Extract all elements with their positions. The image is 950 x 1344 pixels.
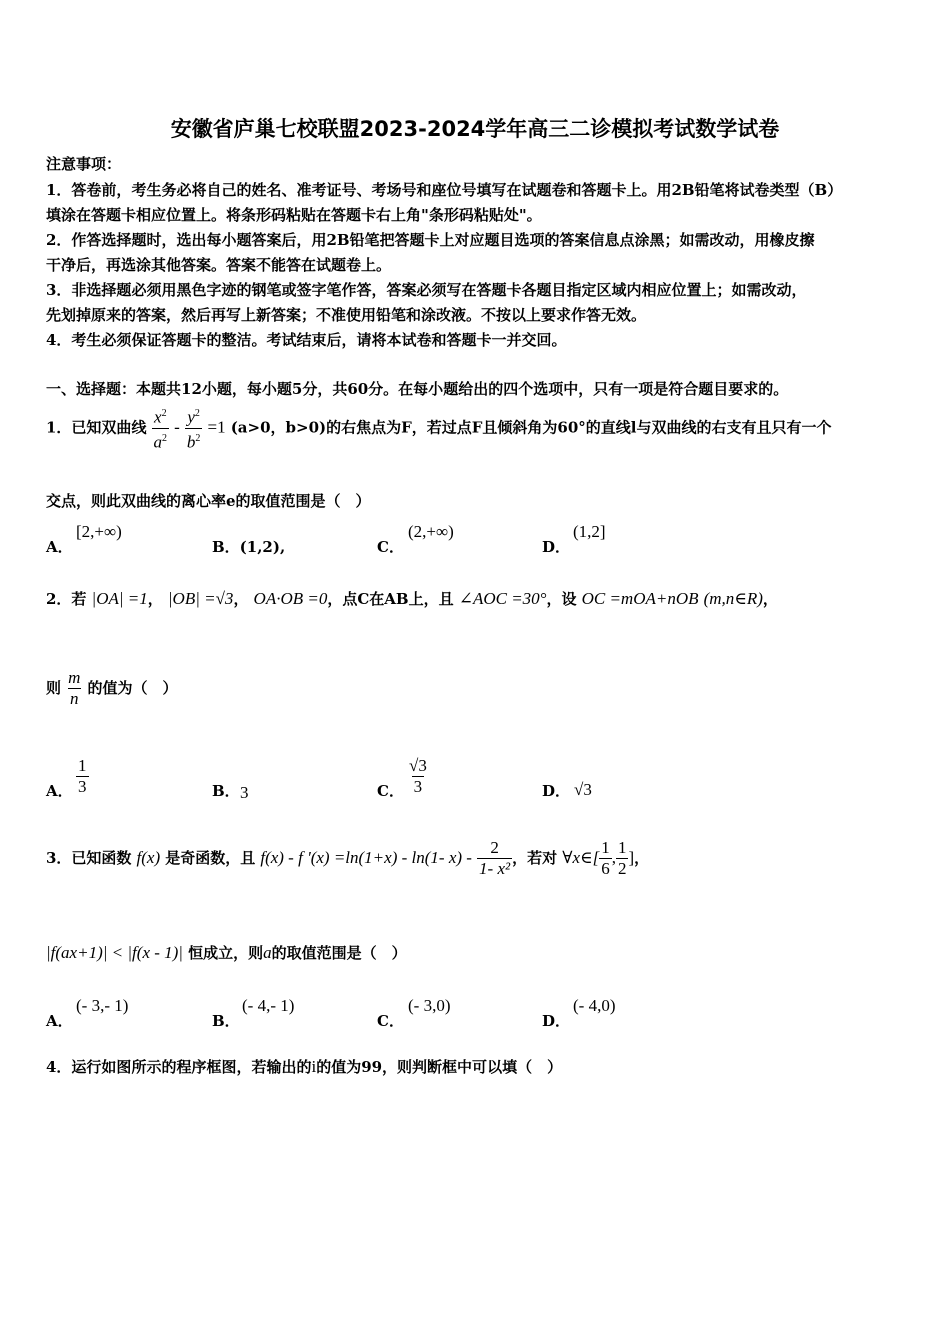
q4-text: 4．运行如图所示的程序框图，若输出的 (46, 1058, 312, 1076)
q1-option-d-label: D． (542, 538, 571, 556)
q1-condition: (a>0，b>0)的右焦点为F，若过点F且倾斜角为60°的直线l与双曲线的右支有且只有一个 (230, 418, 832, 437)
q4-rest: 的值为99，则判断框中可以填（ ） (316, 1058, 563, 1076)
q2-option-b: 3 (240, 783, 249, 802)
q2-then: 则 (46, 679, 62, 697)
q2-option-d-label: D． (542, 782, 571, 800)
q3-option-d-label: D． (542, 1012, 571, 1030)
page-title: 安徽省庐巢七校联盟2023-2024学年高三二诊模拟考试数学试卷 (170, 117, 780, 141)
q2-oa: |OA| =1 (91, 589, 148, 608)
q1-line2: 交点，则此双曲线的离心率e的取值范围是（ ） (46, 492, 371, 510)
q2-line2 (46, 668, 178, 709)
q1-fraction-x: $\frac{x^2}{a^2}$ (153, 407, 168, 452)
notice-line: 3．非选择题必须用黑色字迹的钢笔或签字笔作答，答案必须写在答题卡各题目指定区域内相应位置上；如需改动， (46, 281, 807, 299)
q2-dot-product: OA·OB =0 (253, 589, 328, 608)
q1-option-a-label: A． (46, 538, 73, 556)
q1-option-b: B．(1,2), (212, 538, 286, 556)
q2-option-b-label: B． (212, 782, 240, 800)
q3-fraction: $\frac{2}{\text{1- x²}}$ (479, 838, 511, 878)
q3-range-close: ] (628, 848, 635, 867)
q2-option-c: $\frac{√3}{3}$ (409, 756, 427, 796)
q1-fraction-y: $\frac{y^2}{b^2}$ (186, 407, 201, 452)
q2-fraction-mn: $\frac{m}{n}$ (68, 668, 81, 708)
q3-odd: 是奇函数，且 (165, 849, 256, 867)
notice-line: 先划掉原来的答案，然后再写上新答案；不准使用铅笔和涂改液。不按以上要求作答无效。 (46, 306, 647, 324)
q3-ask: 的取值范围是（ ） (271, 944, 407, 962)
q2-mn: (m,n∈R) (703, 589, 763, 608)
q2-oc: OC =mOA+nOB (581, 589, 699, 608)
q3-range-upper: $\frac{1}{2}$ (617, 838, 627, 878)
section-heading: 一、选择题：本题共12小题，每小题5分，共60分。在每小题给出的四个选项中，只有一项是符合题目要求的。 (46, 380, 789, 398)
q1-prefix: 1．已知双曲线 (46, 418, 147, 437)
question-1: 1．已知双曲线 $\frac{x^2}{a^2}$ - $\frac{y^2}{b^2}$ =1 (a>0，b>0)的右焦点为F，若过点F且倾斜角为60°的直线l与双曲线的右支有且只有一个 (46, 404, 831, 452)
q2-ob: |OB| =√3 (167, 589, 234, 608)
q3-comma: ， (634, 849, 650, 867)
q3-equation: f(x) - f '(x) =ln(1+x) - ln(1- x) - (260, 848, 472, 867)
q3-prefix: 3．已知函数 (46, 849, 132, 867)
q1-option-c: (2,+∞) (408, 522, 454, 541)
q2-ask: 的值为（ ） (87, 679, 178, 697)
q3-option-a-label: A． (46, 1012, 73, 1030)
q1-option-c-label: C． (377, 538, 404, 556)
q3-forall-text: ，若对 (512, 849, 558, 867)
question-3: 3．已知函数 f(x) 是奇函数，且 f(x) - f '(x) =ln(1+x) - ln(1- x) - $\frac{2}{\text{1- x²}}$ ，若对 ∀x∈[ $\frac{1}{6}$ , $\frac{1}{2}$ ]， (46, 838, 650, 878)
q1-eq: =1 (207, 417, 226, 437)
q1-option-d: (1,2] (573, 522, 606, 541)
q2-option-c-label: C． (377, 782, 404, 800)
question-2: 2．若 |OA| =1， |OB| =√3， OA·OB =0，点C在AB上，且 ∠AOC =30°，设 OC =mOA+nOB (m,n∈R)， (46, 589, 778, 608)
question-4 (46, 1056, 562, 1077)
q3-option-b: (- 4,- 1) (242, 996, 295, 1015)
q3-fx: f(x) (136, 848, 161, 867)
q4-i: i (311, 1057, 317, 1076)
q2-prefix: 2．若 (46, 590, 87, 608)
q2-option-d: √3 (574, 780, 592, 799)
q3-option-c: (- 3,0) (408, 996, 451, 1015)
q3-option-d: (- 4,0) (573, 996, 616, 1015)
notice-line: 1．答卷前，考生务必将自己的姓名、准考证号、考场号和座位号填写在试题卷和答题卡上。用2B铅笔将试卷类型（B） (46, 181, 843, 199)
q2-set-text: ，设 (546, 590, 577, 608)
q3-a: a (263, 943, 272, 962)
notice-line: 填涂在答题卡相应位置上。将条形码粘贴在答题卡右上角"条形码粘贴处"。 (46, 206, 542, 224)
q3-hold: 恒成立，则 (188, 944, 264, 962)
notice-line: 4．考生必须保证答题卡的整洁。考试结束后，请将本试卷和答题卡一并交回。 (46, 331, 567, 349)
q2-option-a-label: A． (46, 782, 73, 800)
q2-point-text: ，点C在AB上，且 (327, 590, 454, 608)
q3-range-open: ∀x∈[ (562, 848, 600, 867)
notice-line: 干净后，再选涂其他答案。答案不能答在试题卷上。 (46, 256, 392, 274)
q3-option-a: (- 3,- 1) (76, 996, 129, 1015)
q2-angle: ∠AOC =30° (458, 589, 547, 608)
q3-range-lower: $\frac{1}{6}$ (601, 838, 610, 878)
notice-line: 2．作答选择题时，选出每小题答案后，用2B铅笔把答题卡上对应题目选项的答案信息点涂黑；如需改动，用橡皮擦 (46, 231, 815, 249)
q3-line2 (46, 942, 407, 963)
q3-option-c-label: C． (377, 1012, 404, 1030)
q2-option-a: $\frac{1}{3}$ (78, 756, 87, 796)
q3-option-b-label: B． (212, 1012, 240, 1030)
q3-inequality: |f(ax+1)| < |f(x - 1)| (46, 943, 183, 962)
notice-heading: 注意事项： (46, 155, 122, 173)
q1-option-a: [2,+∞) (76, 522, 122, 541)
